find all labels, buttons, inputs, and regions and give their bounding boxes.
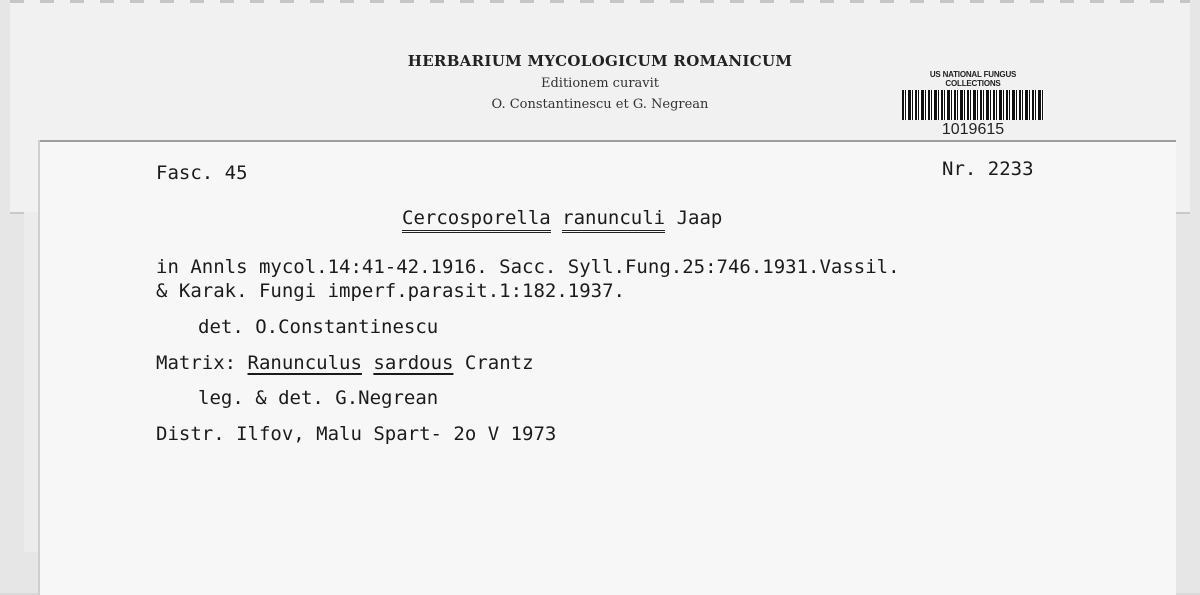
matrix-label: Matrix:	[156, 352, 237, 374]
host-genus: Ranunculus	[247, 352, 362, 374]
barcode-bars-icon	[902, 90, 1044, 120]
herbarium-subtitle: Editionem curavit	[540, 76, 660, 91]
citation-line-1: in Annls mycol.14:41-42.1916. Sacc. Syll.Fung.25:746.1931.Vassil.	[156, 256, 900, 278]
taxon-author: Jaap	[676, 207, 723, 229]
left-card-edge	[24, 212, 41, 552]
barcode-number: 1019615	[941, 121, 1005, 138]
barcode-block	[902, 70, 1044, 139]
taxon-genus: Cercosporella	[402, 207, 551, 233]
collector-line: leg. & det. G.Negrean	[198, 387, 439, 409]
host-species: sardous	[373, 352, 454, 374]
determiner-line: det. O.Constantinescu	[198, 316, 439, 338]
distribution-line: Distr. Ilfov, Malu Spart- 2o V 1973	[156, 423, 557, 445]
herbarium-title: HERBARIUM MYCOLOGICUM ROMANICUM	[407, 52, 793, 70]
top-edge-fringe	[10, 0, 1190, 3]
specimen-number: Nr. 2233	[942, 158, 1034, 180]
header-block	[300, 52, 900, 112]
host-author: Crantz	[464, 352, 534, 374]
taxon-species: ranunculi	[562, 207, 665, 233]
citation-line-2: & Karak. Fungi imperf.parasit.1:182.1937.	[156, 280, 625, 302]
taxon-name	[402, 207, 722, 229]
matrix-line	[156, 352, 534, 374]
fascicle-number: Fasc. 45	[156, 162, 248, 184]
herbarium-editors: O. Constantinescu et G. Negrean	[491, 97, 709, 112]
barcode-label: US NATIONAL FUNGUS COLLECTIONS	[929, 70, 1017, 88]
